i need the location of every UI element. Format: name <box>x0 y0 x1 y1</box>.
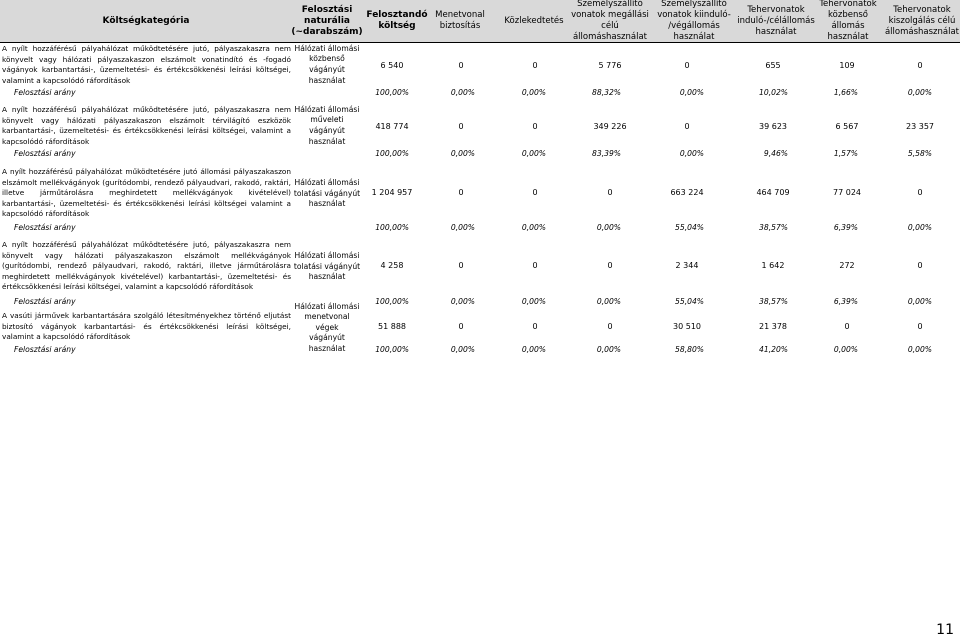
ratio-freight-start: 38,57% <box>759 223 788 232</box>
value-pass-start: 0 <box>684 122 690 131</box>
value-cost: 4 258 <box>380 261 404 270</box>
ratio-route: 0,00% <box>450 297 475 306</box>
value-route: 0 <box>458 122 464 131</box>
ratio-freight-start: 9,46% <box>763 149 788 158</box>
value-route: 0 <box>458 322 464 331</box>
ratio-freight-service: 0,00% <box>907 223 932 232</box>
ratio-pass-start: 0,00% <box>679 88 704 97</box>
ratio-freight-service: 5,58% <box>907 149 932 158</box>
ratio-transport: 0,00% <box>521 345 546 354</box>
value-freight-mid: 272 <box>839 261 855 270</box>
header-route: Menetvonal biztosítás <box>435 10 485 31</box>
ratio-cost: 100,00% <box>375 297 409 306</box>
table-header <box>0 0 960 43</box>
ratio-freight-service: 0,00% <box>907 345 932 354</box>
value-pass-arrival: 349 226 <box>593 122 627 131</box>
page-number: 11 <box>936 622 954 638</box>
ratio-freight-mid: 1,57% <box>833 149 858 158</box>
ratio-route: 0,00% <box>450 345 475 354</box>
value-freight-mid: 77 024 <box>833 188 861 197</box>
value-freight-service: 0 <box>917 322 923 331</box>
value-cost: 1 204 957 <box>371 188 413 197</box>
row-description: A vasúti járművek karbantartására szolgáló létesítményekhez történő eljutást biztosító vágányok karbantartási- és értékcsökkenési leírási költségei, valamint a kapcsolódó ráfordítások <box>2 311 291 342</box>
ratio-route: 0,00% <box>450 149 475 158</box>
value-pass-arrival: 0 <box>607 261 613 270</box>
ratio-freight-mid: 1,66% <box>833 88 858 97</box>
value-pass-start: 30 510 <box>673 322 701 331</box>
value-freight-service: 0 <box>917 61 923 70</box>
ratio-cost: 100,00% <box>375 223 409 232</box>
ratio-label: Felosztási arány <box>14 88 76 97</box>
value-cost: 418 774 <box>375 122 409 131</box>
ratio-label: Felosztási arány <box>14 149 76 158</box>
cost-row <box>0 105 960 161</box>
ratio-cost: 100,00% <box>375 149 409 158</box>
value-route: 0 <box>458 188 464 197</box>
value-pass-start: 663 224 <box>670 188 704 197</box>
ratio-label: Felosztási arány <box>14 345 76 354</box>
ratio-pass-arrival: 0,00% <box>596 297 621 306</box>
ratio-transport: 0,00% <box>521 223 546 232</box>
row-category: Hálózati állomási menetvonal végek vágányút használat <box>294 301 360 353</box>
ratio-freight-mid: 6,39% <box>833 297 858 306</box>
value-freight-start: 21 378 <box>759 322 787 331</box>
value-route: 0 <box>458 261 464 270</box>
value-freight-service: 0 <box>917 261 923 270</box>
value-freight-start: 1 642 <box>761 261 785 270</box>
row-description: A nyílt hozzáférésű pályahálózat működtetésére jutó, pályaszakaszra nem könyvelt vagy hálózati pályaszakaszon elszámolt vonatindító és -fogadó vágányok karbantartási-, üzemeltetési- és értékcsökkenési leírási költségei, valamint a kapcsolódó ráfordítások <box>2 44 291 85</box>
ratio-pass-arrival: 0,00% <box>596 223 621 232</box>
row-category: Hálózati állomási tolatási vágányút használat <box>293 178 361 209</box>
ratio-freight-service: 0,00% <box>907 88 932 97</box>
header-pass-start: Személyszállító vonatok kiinduló- /végállomás használat <box>657 0 731 42</box>
value-pass-arrival: 0 <box>607 188 613 197</box>
cost-row <box>0 240 960 307</box>
header-alloc-unit: Felosztási naturália (~darabszám) <box>291 4 363 37</box>
header-cost: Felosztandó költség <box>366 10 428 31</box>
row-category: Hálózati állomási műveleti vágányút használat <box>294 104 360 146</box>
ratio-cost: 100,00% <box>375 88 409 97</box>
header-freight-service: Tehervonatok kiszolgálás célú állomáshasználat <box>884 4 960 37</box>
row-category: Hálózati állomási közbenső vágányút használat <box>294 43 360 85</box>
value-transport: 0 <box>532 61 538 70</box>
value-freight-start: 464 709 <box>756 188 790 197</box>
ratio-pass-start: 58,80% <box>675 345 704 354</box>
ratio-pass-arrival: 0,00% <box>596 345 621 354</box>
value-pass-arrival: 5 776 <box>598 61 622 70</box>
value-transport: 0 <box>532 322 538 331</box>
header-freight-start: Tehervonatok induló-/célállomás használat <box>737 4 815 37</box>
ratio-freight-mid: 6,39% <box>833 223 858 232</box>
value-transport: 0 <box>532 122 538 131</box>
ratio-freight-mid: 0,00% <box>833 345 858 354</box>
row-category: Hálózati állomási tolatási vágányút használat <box>293 251 361 282</box>
header-pass-arrival: Személyszállító vonatok megállási célú állomáshasználat <box>571 0 649 42</box>
value-freight-mid: 6 567 <box>835 122 859 131</box>
value-freight-service: 0 <box>917 188 923 197</box>
row-description: A nyílt hozzáférésű pályahálózat működtetésére jutó állomási pályaszakaszon elszámolt mellékvágányok (gurítódombi, rendező pályaudvari, rakodó, raktári, illetve járműtárolásra meghirdetett mellékvágányok kivételével) karbantartási-, üzemeltetési- és értékcsökkenési leírási költségei valamint a kapcsolódó ráfordítások <box>2 167 291 219</box>
ratio-transport: 0,00% <box>521 297 546 306</box>
ratio-route: 0,00% <box>450 88 475 97</box>
header-category: Költségkategória <box>102 15 190 26</box>
ratio-freight-start: 10,02% <box>759 88 788 97</box>
ratio-pass-start: 55,04% <box>675 297 704 306</box>
ratio-pass-start: 55,04% <box>675 223 704 232</box>
value-freight-start: 39 623 <box>759 122 787 131</box>
ratio-freight-service: 0,00% <box>907 297 932 306</box>
row-description: A nyílt hozzáférésű pályahálózat működtetésére jutó, pályaszakaszra nem könyvelt vagy hálózati pályaszakaszon elszámolt mellékvágányok (gurítódombi, rendező pályaudvari, rakodó, raktári, illetve járműtárolásra meghirdetett mellékvágányok kivételével) karbantartási-, üzemeltetési- és értékcsökkenési leírási költségei, valamint a kapcsolódó ráfordítások <box>2 240 291 292</box>
value-freight-mid: 0 <box>844 322 850 331</box>
value-freight-service: 23 357 <box>906 122 934 131</box>
value-transport: 0 <box>532 261 538 270</box>
value-pass-start: 2 344 <box>675 261 699 270</box>
value-freight-mid: 109 <box>839 61 855 70</box>
ratio-pass-arrival: 88,32% <box>592 88 621 97</box>
value-pass-arrival: 0 <box>607 322 613 331</box>
cost-row <box>0 167 960 234</box>
value-cost: 6 540 <box>380 61 404 70</box>
value-freight-start: 655 <box>765 61 781 70</box>
ratio-transport: 0,00% <box>521 88 546 97</box>
ratio-cost: 100,00% <box>375 345 409 354</box>
ratio-transport: 0,00% <box>521 149 546 158</box>
ratio-pass-start: 0,00% <box>679 149 704 158</box>
row-description: A nyílt hozzáférésű pályahálózat működtetésére jutó, pályaszakaszra nem könyvelt vagy hálózati pályaszakaszon elszámolt térvilágító eszközök karbantartási-, üzemeltetési- és értékcsökkenési leírási költségei, valamint a kapcsolódó ráfordítások <box>2 105 291 146</box>
header-freight-mid: Tehervonatok közbenső állomás használat <box>819 0 877 42</box>
ratio-freight-start: 41,20% <box>759 345 788 354</box>
value-pass-start: 0 <box>684 61 690 70</box>
ratio-freight-start: 38,57% <box>759 297 788 306</box>
ratio-pass-arrival: 83,39% <box>592 149 621 158</box>
ratio-route: 0,00% <box>450 223 475 232</box>
ratio-label: Felosztási arány <box>14 297 76 306</box>
ratio-label: Felosztási arány <box>14 223 76 232</box>
cost-row <box>0 44 960 100</box>
header-transport: Közlekedtetés <box>504 15 564 26</box>
value-route: 0 <box>458 61 464 70</box>
value-cost: 51 888 <box>378 322 406 331</box>
value-transport: 0 <box>532 188 538 197</box>
